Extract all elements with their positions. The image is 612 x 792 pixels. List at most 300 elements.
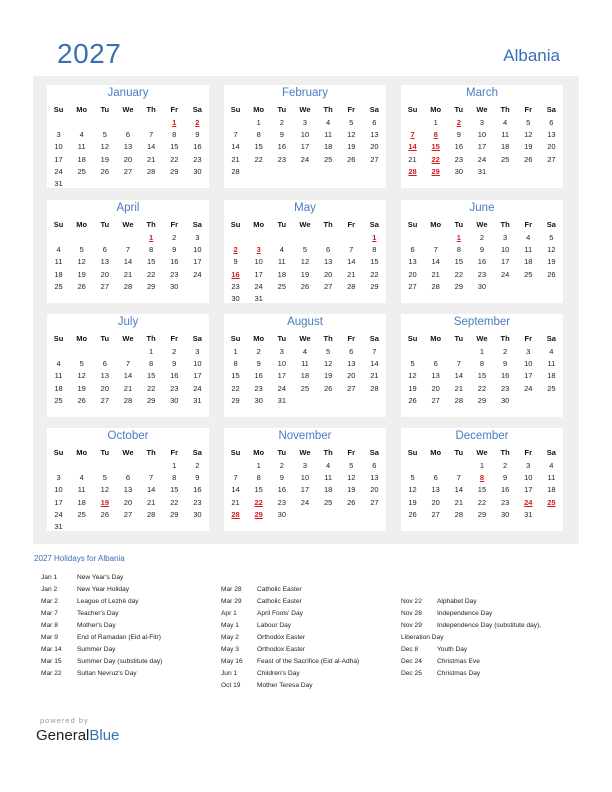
day-cell[interactable]: 3 xyxy=(302,118,308,127)
day-cell[interactable]: 12 xyxy=(408,485,417,495)
day-cell[interactable]: 17 xyxy=(193,257,202,267)
day-cell[interactable]: 19 xyxy=(347,142,356,152)
holiday-day-cell[interactable]: 1 xyxy=(372,233,377,242)
day-cell[interactable]: 22 xyxy=(370,269,379,279)
day-cell[interactable]: 17 xyxy=(277,371,286,381)
day-cell[interactable]: 23 xyxy=(193,154,202,164)
day-cell[interactable]: 5 xyxy=(326,347,331,356)
day-cell[interactable]: 3 xyxy=(56,473,61,483)
holiday-day-cell[interactable]: 3 xyxy=(256,245,261,255)
day-cell[interactable]: 10 xyxy=(524,473,533,483)
day-cell[interactable]: 13 xyxy=(323,257,333,267)
day-cell[interactable]: 26 xyxy=(347,154,356,164)
day-cell[interactable]: 22 xyxy=(146,269,156,279)
holiday-day-cell[interactable]: 29 xyxy=(431,166,440,176)
holiday-day-cell[interactable]: 2 xyxy=(233,245,238,255)
day-cell[interactable]: 6 xyxy=(433,359,438,369)
day-cell[interactable]: 25 xyxy=(524,269,533,279)
day-cell[interactable]: 19 xyxy=(323,371,333,381)
day-cell[interactable]: 30 xyxy=(500,395,510,405)
day-cell[interactable]: 23 xyxy=(277,497,286,507)
day-cell[interactable]: 20 xyxy=(347,371,356,381)
day-cell[interactable]: 8 xyxy=(172,473,177,483)
day-cell[interactable]: 4 xyxy=(549,347,554,356)
day-cell[interactable]: 24 xyxy=(477,154,487,164)
day-cell[interactable]: 10 xyxy=(193,245,202,255)
day-cell[interactable]: 20 xyxy=(408,269,417,279)
day-cell[interactable]: 7 xyxy=(372,347,377,356)
day-cell[interactable]: 13 xyxy=(100,371,109,381)
day-cell[interactable]: 23 xyxy=(500,383,510,393)
day-cell[interactable]: 23 xyxy=(170,383,179,393)
day-cell[interactable]: 15 xyxy=(231,371,240,381)
day-cell[interactable]: 3 xyxy=(56,130,61,140)
day-cell[interactable]: 13 xyxy=(431,371,440,381)
day-cell[interactable]: 20 xyxy=(431,497,440,507)
day-cell[interactable]: 26 xyxy=(300,281,310,291)
day-cell[interactable]: 6 xyxy=(102,359,107,369)
day-cell[interactable]: 10 xyxy=(54,485,63,495)
day-cell[interactable]: 7 xyxy=(125,245,131,255)
day-cell[interactable]: 7 xyxy=(233,130,238,140)
day-cell[interactable]: 4 xyxy=(302,347,308,356)
day-cell[interactable]: 28 xyxy=(347,281,356,291)
day-cell[interactable]: 6 xyxy=(372,461,377,470)
day-cell[interactable]: 4 xyxy=(549,461,554,470)
day-cell[interactable]: 6 xyxy=(102,245,107,255)
day-cell[interactable]: 12 xyxy=(323,359,333,369)
day-cell[interactable]: 2 xyxy=(195,461,200,470)
day-cell[interactable]: 14 xyxy=(347,257,356,267)
day-cell[interactable]: 8 xyxy=(233,359,238,369)
day-cell[interactable]: 31 xyxy=(193,395,202,405)
day-cell[interactable]: 26 xyxy=(77,281,86,291)
day-cell[interactable]: 9 xyxy=(456,130,461,140)
day-cell[interactable]: 29 xyxy=(477,509,487,519)
day-cell[interactable]: 27 xyxy=(431,509,440,519)
day-cell[interactable]: 15 xyxy=(454,257,463,267)
day-cell[interactable]: 9 xyxy=(195,473,200,483)
day-cell[interactable]: 18 xyxy=(54,383,63,393)
day-cell[interactable]: 16 xyxy=(277,485,286,495)
day-cell[interactable]: 14 xyxy=(231,485,240,495)
day-cell[interactable]: 23 xyxy=(170,269,179,279)
day-cell[interactable]: 24 xyxy=(524,383,533,393)
day-cell[interactable]: 27 xyxy=(347,383,356,393)
day-cell[interactable]: 18 xyxy=(547,371,556,381)
day-cell[interactable]: 26 xyxy=(77,395,86,405)
day-cell[interactable]: 18 xyxy=(77,497,86,507)
day-cell[interactable]: 11 xyxy=(547,473,556,483)
day-cell[interactable]: 5 xyxy=(410,359,415,369)
day-cell[interactable]: 29 xyxy=(146,281,156,291)
day-cell[interactable]: 27 xyxy=(100,395,109,405)
holiday-day-cell[interactable]: 19 xyxy=(100,497,109,507)
day-cell[interactable]: 20 xyxy=(370,142,379,152)
day-cell[interactable]: 18 xyxy=(323,485,333,495)
day-cell[interactable]: 10 xyxy=(477,130,487,140)
day-cell[interactable]: 26 xyxy=(100,166,109,176)
day-cell[interactable]: 14 xyxy=(146,142,156,152)
day-cell[interactable]: 28 xyxy=(146,166,156,176)
day-cell[interactable]: 10 xyxy=(300,130,310,140)
day-cell[interactable]: 21 xyxy=(146,497,156,507)
day-cell[interactable]: 29 xyxy=(170,509,179,519)
day-cell[interactable]: 17 xyxy=(300,485,310,495)
day-cell[interactable]: 12 xyxy=(547,245,556,255)
day-cell[interactable]: 23 xyxy=(454,154,463,164)
day-cell[interactable]: 30 xyxy=(454,166,463,176)
day-cell[interactable]: 10 xyxy=(277,359,286,369)
day-cell[interactable]: 16 xyxy=(254,371,263,381)
day-cell[interactable]: 9 xyxy=(503,473,508,483)
day-cell[interactable]: 23 xyxy=(231,281,240,291)
day-cell[interactable]: 6 xyxy=(125,473,131,483)
day-cell[interactable]: 31 xyxy=(277,395,286,405)
holiday-day-cell[interactable]: 29 xyxy=(254,509,263,519)
day-cell[interactable]: 4 xyxy=(526,233,531,242)
day-cell[interactable]: 24 xyxy=(193,383,202,393)
day-cell[interactable]: 10 xyxy=(524,359,533,369)
day-cell[interactable]: 8 xyxy=(149,245,154,255)
day-cell[interactable]: 3 xyxy=(279,347,284,356)
day-cell[interactable]: 15 xyxy=(146,257,156,267)
day-cell[interactable]: 9 xyxy=(256,359,261,369)
day-cell[interactable]: 31 xyxy=(477,166,487,176)
day-cell[interactable]: 16 xyxy=(500,371,510,381)
day-cell[interactable]: 18 xyxy=(277,269,286,279)
day-cell[interactable]: 20 xyxy=(431,383,440,393)
day-cell[interactable]: 20 xyxy=(123,154,133,164)
day-cell[interactable]: 6 xyxy=(372,118,377,127)
day-cell[interactable]: 3 xyxy=(195,347,200,356)
day-cell[interactable]: 22 xyxy=(146,383,156,393)
day-cell[interactable]: 31 xyxy=(524,509,533,519)
day-cell[interactable]: 20 xyxy=(100,269,109,279)
day-cell[interactable]: 19 xyxy=(300,269,310,279)
day-cell[interactable]: 30 xyxy=(170,281,179,291)
day-cell[interactable]: 26 xyxy=(100,509,109,519)
day-cell[interactable]: 7 xyxy=(125,359,131,369)
day-cell[interactable]: 3 xyxy=(302,461,308,470)
day-cell[interactable]: 8 xyxy=(172,130,177,140)
day-cell[interactable]: 28 xyxy=(146,509,156,519)
day-cell[interactable]: 7 xyxy=(456,359,461,369)
day-cell[interactable]: 26 xyxy=(347,497,356,507)
day-cell[interactable]: 19 xyxy=(77,269,86,279)
day-cell[interactable]: 30 xyxy=(254,395,263,405)
day-cell[interactable]: 25 xyxy=(277,281,286,291)
day-cell[interactable]: 8 xyxy=(256,130,261,140)
day-cell[interactable]: 9 xyxy=(233,257,238,267)
day-cell[interactable]: 24 xyxy=(54,509,63,519)
day-cell[interactable]: 22 xyxy=(477,497,487,507)
day-cell[interactable]: 31 xyxy=(54,179,63,188)
day-cell[interactable]: 24 xyxy=(300,154,310,164)
day-cell[interactable]: 13 xyxy=(547,130,556,140)
day-cell[interactable]: 27 xyxy=(323,281,333,291)
day-cell[interactable]: 17 xyxy=(500,257,510,267)
day-cell[interactable]: 11 xyxy=(77,142,86,152)
day-cell[interactable]: 26 xyxy=(547,269,556,279)
day-cell[interactable]: 1 xyxy=(479,461,485,470)
day-cell[interactable]: 15 xyxy=(146,371,156,381)
day-cell[interactable]: 23 xyxy=(254,383,263,393)
day-cell[interactable]: 16 xyxy=(170,257,179,267)
holiday-day-cell[interactable]: 1 xyxy=(149,233,154,242)
day-cell[interactable]: 16 xyxy=(500,485,510,495)
day-cell[interactable]: 11 xyxy=(324,130,332,140)
day-cell[interactable]: 21 xyxy=(454,383,463,393)
day-cell[interactable]: 5 xyxy=(526,118,531,127)
holiday-day-cell[interactable]: 22 xyxy=(431,154,440,164)
day-cell[interactable]: 19 xyxy=(408,383,417,393)
day-cell[interactable]: 3 xyxy=(479,118,485,127)
day-cell[interactable]: 18 xyxy=(300,371,310,381)
day-cell[interactable]: 17 xyxy=(193,371,202,381)
day-cell[interactable]: 13 xyxy=(100,257,109,267)
day-cell[interactable]: 23 xyxy=(277,154,286,164)
day-cell[interactable]: 24 xyxy=(193,269,202,279)
day-cell[interactable]: 13 xyxy=(123,485,133,495)
day-cell[interactable]: 19 xyxy=(77,383,86,393)
day-cell[interactable]: 28 xyxy=(123,395,133,405)
day-cell[interactable]: 4 xyxy=(326,461,331,470)
day-cell[interactable]: 11 xyxy=(301,359,309,369)
day-cell[interactable]: 21 xyxy=(123,383,133,393)
day-cell[interactable]: 2 xyxy=(256,347,261,356)
day-cell[interactable]: 12 xyxy=(347,130,356,140)
day-cell[interactable]: 27 xyxy=(123,509,133,519)
day-cell[interactable]: 9 xyxy=(279,473,284,483)
holiday-day-cell[interactable]: 1 xyxy=(172,118,177,127)
day-cell[interactable]: 2 xyxy=(279,461,284,470)
day-cell[interactable]: 24 xyxy=(277,383,286,393)
day-cell[interactable]: 16 xyxy=(477,257,487,267)
day-cell[interactable]: 12 xyxy=(300,257,310,267)
holiday-day-cell[interactable]: 1 xyxy=(456,233,461,242)
day-cell[interactable]: 29 xyxy=(231,395,240,405)
day-cell[interactable]: 15 xyxy=(254,485,263,495)
day-cell[interactable]: 12 xyxy=(524,130,533,140)
day-cell[interactable]: 25 xyxy=(323,497,333,507)
day-cell[interactable]: 31 xyxy=(54,522,63,531)
day-cell[interactable]: 22 xyxy=(477,383,487,393)
day-cell[interactable]: 18 xyxy=(323,142,333,152)
day-cell[interactable]: 11 xyxy=(324,473,332,483)
holiday-day-cell[interactable]: 25 xyxy=(547,497,556,507)
day-cell[interactable]: 25 xyxy=(547,383,556,393)
day-cell[interactable]: 21 xyxy=(408,154,417,164)
day-cell[interactable]: 22 xyxy=(454,269,463,279)
day-cell[interactable]: 5 xyxy=(79,359,84,369)
holiday-day-cell[interactable]: 28 xyxy=(408,166,417,176)
day-cell[interactable]: 10 xyxy=(54,142,63,152)
day-cell[interactable]: 11 xyxy=(77,485,86,495)
day-cell[interactable]: 23 xyxy=(500,497,510,507)
day-cell[interactable]: 15 xyxy=(477,371,487,381)
day-cell[interactable]: 21 xyxy=(347,269,356,279)
day-cell[interactable]: 7 xyxy=(149,473,154,483)
day-cell[interactable]: 6 xyxy=(549,118,554,127)
day-cell[interactable]: 17 xyxy=(54,154,63,164)
day-cell[interactable]: 4 xyxy=(56,245,61,255)
day-cell[interactable]: 11 xyxy=(54,257,63,267)
day-cell[interactable]: 22 xyxy=(254,154,263,164)
day-cell[interactable]: 6 xyxy=(349,347,354,356)
day-cell[interactable]: 11 xyxy=(524,245,533,255)
day-cell[interactable]: 30 xyxy=(193,166,202,176)
day-cell[interactable]: 28 xyxy=(454,509,463,519)
day-cell[interactable]: 8 xyxy=(149,359,154,369)
day-cell[interactable]: 18 xyxy=(547,485,556,495)
day-cell[interactable]: 4 xyxy=(503,118,508,127)
brand-logo[interactable] xyxy=(36,727,119,744)
day-cell[interactable]: 18 xyxy=(77,154,86,164)
day-cell[interactable]: 5 xyxy=(349,461,354,470)
day-cell[interactable]: 4 xyxy=(79,473,84,483)
day-cell[interactable]: 21 xyxy=(454,497,463,507)
day-cell[interactable]: 5 xyxy=(102,130,107,140)
day-cell[interactable]: 22 xyxy=(170,154,179,164)
day-cell[interactable]: 3 xyxy=(526,347,531,356)
day-cell[interactable]: 14 xyxy=(454,371,463,381)
day-cell[interactable]: 27 xyxy=(370,154,379,164)
day-cell[interactable]: 28 xyxy=(231,166,240,176)
day-cell[interactable]: 8 xyxy=(256,473,261,483)
day-cell[interactable]: 17 xyxy=(254,269,263,279)
day-cell[interactable]: 30 xyxy=(231,294,240,303)
day-cell[interactable]: 14 xyxy=(370,359,379,369)
day-cell[interactable]: 7 xyxy=(233,473,238,483)
day-cell[interactable]: 7 xyxy=(456,473,461,483)
day-cell[interactable]: 14 xyxy=(431,257,440,267)
day-cell[interactable]: 18 xyxy=(54,269,63,279)
day-cell[interactable]: 4 xyxy=(326,118,331,127)
day-cell[interactable]: 5 xyxy=(549,233,554,242)
day-cell[interactable]: 30 xyxy=(170,395,179,405)
day-cell[interactable]: 21 xyxy=(370,371,379,381)
day-cell[interactable]: 12 xyxy=(77,371,86,381)
day-cell[interactable]: 9 xyxy=(279,130,284,140)
day-cell[interactable]: 9 xyxy=(195,130,200,140)
day-cell[interactable]: 16 xyxy=(193,142,202,152)
day-cell[interactable]: 13 xyxy=(408,257,417,267)
day-cell[interactable]: 4 xyxy=(56,359,61,369)
day-cell[interactable]: 10 xyxy=(300,473,310,483)
day-cell[interactable]: 20 xyxy=(323,269,333,279)
day-cell[interactable]: 5 xyxy=(79,245,84,255)
day-cell[interactable]: 25 xyxy=(54,281,63,291)
day-cell[interactable]: 31 xyxy=(254,294,263,303)
day-cell[interactable]: 2 xyxy=(172,347,177,356)
day-cell[interactable]: 12 xyxy=(77,257,86,267)
holiday-day-cell[interactable]: 14 xyxy=(408,142,417,152)
day-cell[interactable]: 29 xyxy=(170,166,179,176)
day-cell[interactable]: 1 xyxy=(172,461,177,470)
day-cell[interactable]: 14 xyxy=(231,142,240,152)
day-cell[interactable]: 15 xyxy=(477,485,487,495)
day-cell[interactable]: 12 xyxy=(347,473,356,483)
day-cell[interactable]: 2 xyxy=(503,461,508,470)
day-cell[interactable]: 16 xyxy=(193,485,202,495)
day-cell[interactable]: 13 xyxy=(123,142,133,152)
day-cell[interactable]: 8 xyxy=(479,359,485,369)
day-cell[interactable]: 1 xyxy=(256,118,261,127)
day-cell[interactable]: 27 xyxy=(123,166,133,176)
day-cell[interactable]: 17 xyxy=(524,371,533,381)
day-cell[interactable]: 6 xyxy=(410,245,415,255)
day-cell[interactable]: 4 xyxy=(79,130,84,140)
day-cell[interactable]: 15 xyxy=(370,257,379,267)
day-cell[interactable]: 3 xyxy=(503,233,508,242)
day-cell[interactable]: 27 xyxy=(370,497,379,507)
day-cell[interactable]: 20 xyxy=(100,383,109,393)
day-cell[interactable]: 20 xyxy=(547,142,556,152)
holiday-day-cell[interactable]: 24 xyxy=(524,497,533,507)
day-cell[interactable]: 2 xyxy=(172,233,177,242)
day-cell[interactable]: 28 xyxy=(123,281,133,291)
day-cell[interactable]: 24 xyxy=(500,269,510,279)
day-cell[interactable]: 14 xyxy=(123,257,133,267)
day-cell[interactable]: 4 xyxy=(279,245,284,255)
day-cell[interactable]: 15 xyxy=(170,142,179,152)
day-cell[interactable]: 1 xyxy=(479,347,485,356)
day-cell[interactable]: 19 xyxy=(100,154,109,164)
day-cell[interactable]: 3 xyxy=(195,233,200,242)
day-cell[interactable]: 25 xyxy=(54,395,63,405)
day-cell[interactable]: 7 xyxy=(433,245,438,255)
day-cell[interactable]: 2 xyxy=(479,233,485,242)
day-cell[interactable]: 30 xyxy=(477,281,487,291)
day-cell[interactable]: 11 xyxy=(547,359,556,369)
day-cell[interactable]: 21 xyxy=(146,154,156,164)
holiday-day-cell[interactable]: 8 xyxy=(433,130,438,140)
day-cell[interactable]: 29 xyxy=(477,395,487,405)
day-cell[interactable]: 22 xyxy=(170,497,179,507)
day-cell[interactable]: 17 xyxy=(477,142,487,152)
day-cell[interactable]: 28 xyxy=(454,395,463,405)
day-cell[interactable]: 6 xyxy=(326,245,331,255)
day-cell[interactable]: 28 xyxy=(370,383,379,393)
day-cell[interactable]: 12 xyxy=(100,142,109,152)
day-cell[interactable]: 23 xyxy=(477,269,487,279)
day-cell[interactable]: 21 xyxy=(231,497,240,507)
day-cell[interactable]: 24 xyxy=(300,497,310,507)
holiday-day-cell[interactable]: 16 xyxy=(231,269,240,279)
day-cell[interactable]: 7 xyxy=(349,245,354,255)
day-cell[interactable]: 26 xyxy=(524,154,533,164)
day-cell[interactable]: 23 xyxy=(193,497,202,507)
day-cell[interactable]: 30 xyxy=(193,509,202,519)
holiday-day-cell[interactable]: 2 xyxy=(456,118,461,127)
day-cell[interactable]: 12 xyxy=(100,485,109,495)
day-cell[interactable]: 6 xyxy=(433,473,438,483)
day-cell[interactable]: 12 xyxy=(408,371,417,381)
day-cell[interactable]: 7 xyxy=(149,130,154,140)
day-cell[interactable]: 16 xyxy=(277,142,286,152)
day-cell[interactable]: 9 xyxy=(503,359,508,369)
day-cell[interactable]: 27 xyxy=(431,395,440,405)
day-cell[interactable]: 19 xyxy=(547,257,556,267)
day-cell[interactable]: 20 xyxy=(123,497,133,507)
day-cell[interactable]: 25 xyxy=(77,166,86,176)
day-cell[interactable]: 1 xyxy=(149,347,154,356)
day-cell[interactable]: 19 xyxy=(347,485,356,495)
day-cell[interactable]: 17 xyxy=(54,497,63,507)
day-cell[interactable]: 29 xyxy=(370,281,379,291)
day-cell[interactable]: 17 xyxy=(524,485,533,495)
